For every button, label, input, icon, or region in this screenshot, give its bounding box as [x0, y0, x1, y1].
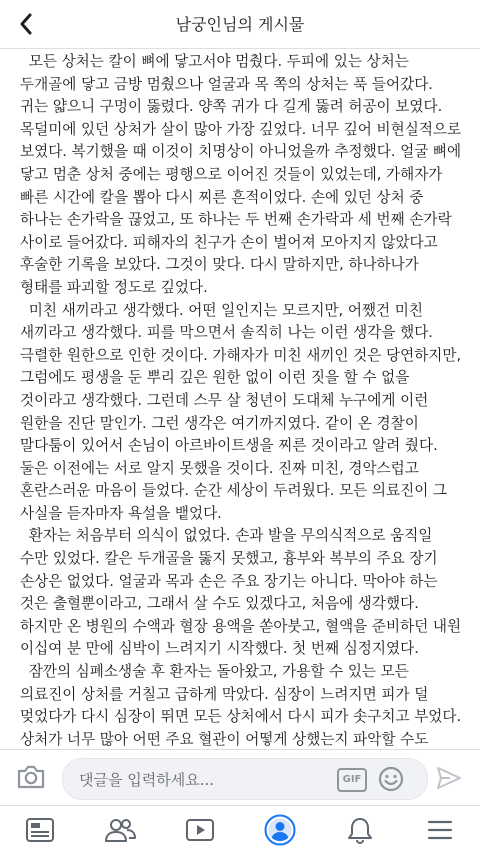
- post-content[interactable]: [0, 49, 480, 749]
- tab-watch[interactable]: [182, 812, 218, 848]
- post-paragraph: 모든 상처는 칼이 뼈에 닿고서야 멈췄다. 두피에 있는 상처는 두개골에 닿고 금방 멈췄으나 얼굴과 목 쪽의 상처는 푹 들어갔다. 귀는 얇으니 구멍이 뚫렸다. 양쪽 귀가 다 길게 뚫려 허공이 보였다. 목덜미에 있던 상처가 살이 많아 가장 깊었다. 너무 깊어 비현실적으로 보였다. 복기했을 때 이것이 치명상이 아니었을까 추정했다. 얼굴 뼈에 닿고 멈춘 상처 중에는 평행으로 이어진 것들이 있었는데, 가해자가 빠른 시간에 칼을 뽑아 다시 찌른 흔적이었다. 손에 있던 상처 중 하나는 손가락을 끊었고, 또 하나는 두 번째 손가락과 세 번째 손가락 사이로 들어갔다. 피해자의 친구가 손이 벌어져 모아지지 않았다고 후술한 기록을 보았다. 그것이 맞다. 다시 말하지만, 하나하나가 형태를 파괴할 정도로 깊었다.: [20, 53, 462, 296]
- send-button[interactable]: [436, 766, 462, 790]
- comment-input[interactable]: [77, 767, 321, 793]
- post-paragraph: 잠깐의 심폐소생술 후 환자는 돌아왔고, 가용할 수 있는 모든 의료진이 상처를 거칠고 급하게 막았다. 심장이 느려지면 피가 덜 멎었다가 다시 심장이 뛰면 모든 상처에서 다시 피가 솟구치고 부었다. 상처가 너무 많아 어떤 주요 혈관이 어떻게 상했는지 파악할 수도: [20, 663, 462, 748]
- top-header: [0, 0, 480, 49]
- gif-button[interactable]: GIF: [337, 768, 367, 792]
- post-body: [0, 49, 480, 749]
- emoji-button[interactable]: [377, 765, 405, 793]
- page-title: 남궁인님의 게시물: [175, 15, 305, 34]
- news-feed-icon: [25, 817, 55, 843]
- bottom-tab-bar: [0, 805, 480, 854]
- notifications-icon: [347, 816, 373, 844]
- tab-profile[interactable]: [262, 812, 298, 848]
- post-paragraph: 미친 새끼라고 생각했다. 어떤 일인지는 모르지만, 어쨌건 미친 새끼라고 생각했다. 피를 막으면서 솔직히 나는 이런 생각을 했다. 극렬한 원한으로 인한 것이다. 가해자가 미친 새끼인 것은 당연하지만, 그럼에도 평생을 둔 뿌리 깊은 원한 없이 이런 짓을 할 수 없을 것이라고 생각했다. 그런데 스무 살 청년이 도대체 누구에게 이런 원한을 진단 말인가. 그런 생각은 여기까지였다. 같이 온 경찰이 말다툼이 있어서 손님이 아르바이트생을 찌른 것이라고 알려 줬다. 둘은 이전에는 서로 알지 못했을 것이다. 진짜 미친, 경악스럽고 혼란스러운 마음이 들었다. 순간 세상이 두려웠다. 모든 의료진이 그 사실을 듣자마자 욕설을 뱉었다.: [20, 301, 462, 522]
- comment-input-wrapper[interactable]: [62, 758, 428, 800]
- post-paragraph: 환자는 처음부터 의식이 없었다. 손과 발을 무의식적으로 움직일 수만 있었다. 칼은 두개골을 뚫지 못했고, 흉부와 복부의 주요 장기 손상은 없었다. 얼굴과 목과 손은 주요 장기는 아니다. 막아야 하는 것은 출혈뿐이라고, 그래서 살 수도 있겠다고, 처음에 생각했다. 하지만 온 병원의 수액과 혈장 용액을 쏟아붓고, 혈액을 준비하던 내원 이십여 분 만에 심박이 느려지기 시작했다. 첫 번째 심정지였다.: [20, 527, 462, 658]
- comment-bar: [0, 749, 480, 806]
- tab-notifications[interactable]: [342, 812, 378, 848]
- tab-news-feed[interactable]: [22, 812, 58, 848]
- send-icon: [436, 766, 462, 790]
- camera-icon: [16, 764, 46, 790]
- watch-icon: [185, 817, 215, 843]
- tab-menu[interactable]: [422, 812, 458, 848]
- menu-icon: [427, 819, 453, 841]
- friends-icon: [104, 817, 136, 843]
- tab-friends[interactable]: [102, 812, 138, 848]
- camera-button[interactable]: [16, 764, 46, 790]
- profile-icon: [264, 814, 296, 846]
- emoji-icon: [377, 765, 405, 793]
